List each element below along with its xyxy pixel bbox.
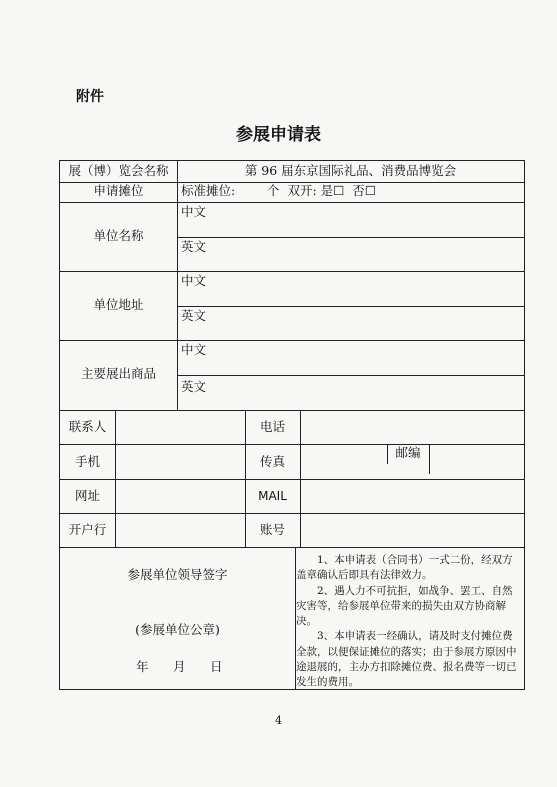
date-year: 年 — [136, 659, 149, 674]
account-label: 账号 — [259, 522, 285, 537]
products-cn-label: 中文 — [181, 342, 207, 357]
row-divider — [177, 375, 524, 376]
phone-label: 电话 — [259, 419, 285, 434]
company-address-label: 单位地址 — [93, 297, 144, 312]
postcode-divider — [429, 444, 430, 474]
expo-name-value: 第 96 届东京国际礼品、消费品博览会 — [244, 163, 457, 178]
row-divider — [60, 340, 524, 341]
website-label: 网址 — [74, 488, 100, 503]
terms-notes — [296, 553, 522, 691]
bank-label: 开户行 — [68, 522, 107, 537]
col-divider — [115, 410, 116, 547]
attachment-label: 附件 — [76, 89, 104, 105]
fax-label: 传真 — [259, 454, 285, 469]
row-divider — [60, 513, 524, 514]
row-divider — [60, 271, 524, 272]
mail-label: MAIL — [258, 489, 287, 503]
company-address-en-label: 英文 — [181, 308, 207, 323]
form-title: 参展申请表 — [236, 125, 321, 145]
booth-value[interactable]: 标准摊位: 个 双开: 是☐ 否☐ — [181, 183, 376, 198]
postcode-label: 邮编 — [395, 445, 421, 460]
row-divider — [60, 410, 524, 411]
date-day: 日 — [210, 659, 223, 674]
row-divider — [60, 547, 524, 548]
seal-label: (参展单位公章) — [135, 622, 220, 637]
row-divider — [177, 306, 524, 307]
note-item: 2、遇人力不可抗拒，如战争、罢工、自然灾害等，给参展单位带来的损失由双方协商解决。 — [296, 584, 513, 628]
booth-label: 申请摊位 — [93, 183, 144, 198]
contact-label: 联系人 — [68, 419, 107, 434]
expo-name-label: 展（博）览会名称 — [68, 163, 169, 178]
col-divider — [300, 410, 301, 547]
note-item: 1、本申请表（合同书）一式二份，经双方盖章确认后即具有法律效力。 — [296, 554, 513, 582]
page-number: 4 — [275, 714, 282, 727]
mobile-label: 手机 — [74, 454, 100, 469]
signature-label: 参展单位领导签字 — [127, 567, 228, 582]
row-divider — [60, 444, 524, 445]
row-divider — [60, 202, 524, 203]
company-name-label: 单位名称 — [93, 228, 144, 243]
col-divider — [177, 161, 178, 410]
note-item: 3、本申请表一经确认，请及时支付摊位费全款，以便保证摊位的落实；由于参展方原因中途退展的，主办方扣除摊位费、报名费等一切已发生的费用。 — [296, 630, 517, 689]
products-en-label: 英文 — [181, 379, 207, 394]
row-divider — [177, 237, 524, 238]
company-address-cn-label: 中文 — [181, 273, 207, 288]
row-divider — [60, 479, 524, 480]
products-label: 主要展出商品 — [80, 366, 156, 381]
company-name-en-label: 英文 — [181, 239, 207, 254]
company-name-cn-label: 中文 — [181, 204, 207, 219]
date-month: 月 — [173, 659, 186, 674]
